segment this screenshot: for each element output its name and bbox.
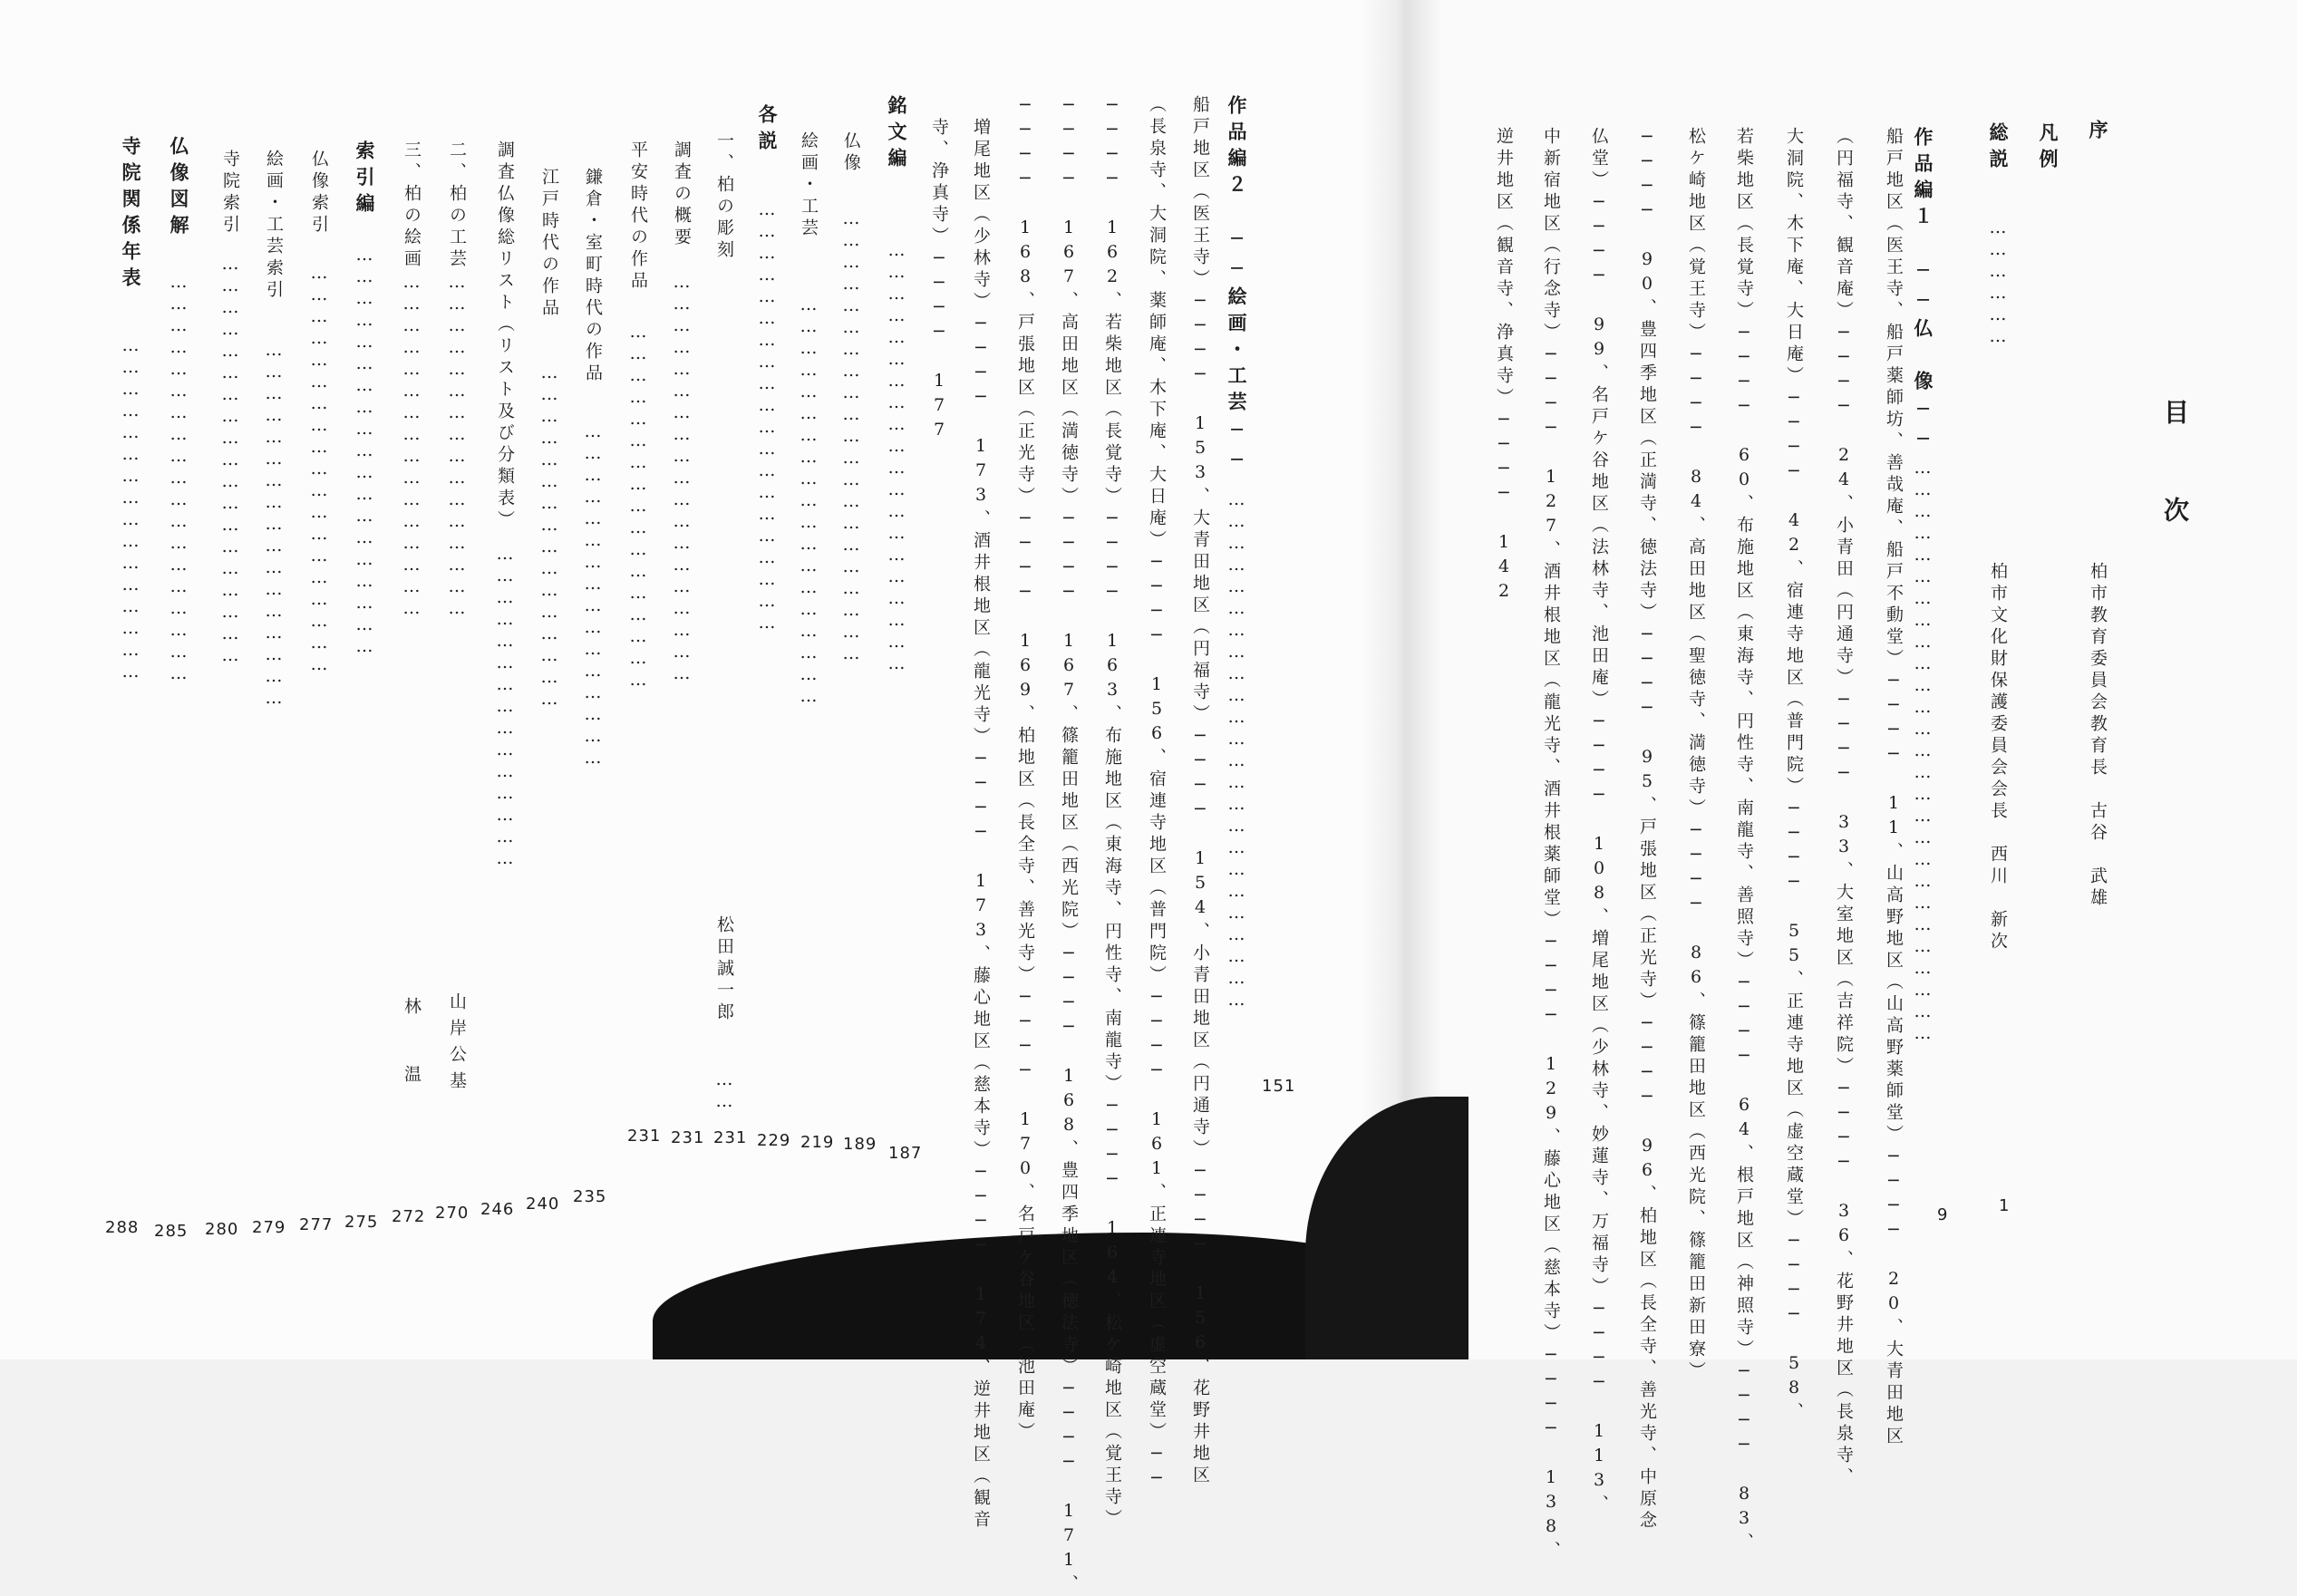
works1-line-7: 仏堂）──── 99、名戸ケ谷地区（法林寺、池田庵）──── 108、増尾地区（少林寺、妙蓮寺、万福寺）──── 113、 [1589,127,1609,1516]
crafts-page: 270 [435,1204,470,1223]
survey-page: 231 [671,1128,705,1147]
paintings-leader: ………………………………………… [402,272,422,620]
paint-index-leader: …………………………………………… [264,340,284,710]
works1-line-6: ──── 90、豊四季地区（正満寺、徳法寺）──── 95、戸張地区（正光寺）──── 96、柏地区（長全寺、善光寺、中原念 [1637,127,1657,1533]
crafts-label: 二、柏の工芸 [447,140,467,271]
edo-label: 江戸時代の作品 [539,168,559,320]
conventions-label: 凡例 [2037,122,2060,175]
temple-index-label: 寺院索引 [220,150,240,237]
works2-line-5: ──── 168、戸張地区（正光寺）──── 169、柏地区（長全寺、善光寺）──── 170、名戸ケ谷地区（池田庵） [1015,95,1035,1444]
sculpture-page: 231 [713,1128,748,1147]
index-part-page: 275 [344,1213,379,1232]
index-part-label: 索引編 [354,140,376,219]
toc-title: 目次 [2160,399,2190,595]
kamakura-page: 235 [573,1187,607,1206]
paint-index-page: 279 [252,1218,286,1237]
works1-line-2: （円福寺、観音庵）──── 24、小青田（円通寺）──── 33、大室地区（吉祥院）──── 36、花野井地区（長泉寺、 [1834,127,1854,1489]
general-author: 柏市文化財保護委員会会長 西川 新次 [1988,562,2008,953]
illustrated-leader: ………………………………………………… [169,272,189,685]
paint-craft-label: 絵画・工芸 [799,131,819,240]
crafts-leader: ………………………………………… [447,272,467,620]
works1-line-1: 船戸地区（医王寺、船戸薬師坊、善哉庵、船戸不動堂）──── 11、山高野地区（山高野薬師堂）──── 20、大青田地区 [1884,127,1904,1448]
buddha-index-page: 277 [299,1215,334,1234]
survey-list-leader: ……………………………………… [495,544,515,870]
kamakura-leader: ………………………………………… [583,421,603,769]
works1-line-3: 大洞院、木下庵、大日庵）──── 42、宿連寺地区（普門院）──── 55、正連寺地区（虚空蔵堂）──── 58、 [1784,127,1804,1424]
buddha-index-leader: ………………………………………………… [309,263,329,676]
preface-label: 序 [2087,120,2109,146]
edo-leader: ………………………………………… [539,363,559,711]
works1-heading: 作品編１ ──仏 像── [1912,127,1934,457]
works2-line-4: ──── 167、高田地区（満徳寺）──── 167、篠籠田地区（西光院）──── 168、豊四季地区（徳法寺）──── 171、 [1059,95,1079,1596]
preface-author: 柏市教育委員会教育長 古谷 武雄 [2088,562,2108,910]
works2-line-1: 船戸地区（医王寺）──── 153、大青田地区（円福寺）──── 154、小青田地区（円通寺）──── 156、花野井地区 [1190,95,1210,1487]
works2-heading: 作品編２ ──絵画・工芸── [1226,95,1248,478]
buddha-label: 仏像 [841,131,861,175]
inscriptions-leader: …………………………………………………… [887,240,906,675]
illustrated-label: 仏像図解 [168,136,190,241]
paintings-label: 三、柏の絵画 [402,140,422,271]
descriptions-page: 229 [757,1131,791,1150]
general-label: 総説 [1987,122,2010,175]
illustrated-page: 285 [154,1222,189,1241]
works1-line-5: 松ケ崎地区（覚王寺）──── 84、高田地区（聖徳寺、満徳寺）──── 86、篠籠田地区（西光院、篠籠田新田寮） [1686,127,1706,1383]
descriptions-label: 各説 [756,104,779,157]
paintings-author: 林 温 [402,997,422,1088]
works1-page: 9 [1937,1205,1949,1224]
sculpture-label: 一、柏の彫刻 [714,131,734,262]
temple-index-leader: ………………………………………………… [220,254,240,667]
works1-leader: ……………………………………………………………………… [1913,458,1933,1045]
inscriptions-page: 187 [888,1144,923,1163]
survey-list-label: 調査仏像総リスト（リスト及び分類表） [495,140,515,532]
works2-line-6: 増尾地区（少林寺）──── 173、酒井根地区（龍光寺）──── 173、藤心地区（慈本寺）──── 174、逆井地区（観音 [971,118,991,1532]
crafts-author: 山岸公基 [447,992,467,1098]
temple-index-page: 280 [205,1220,239,1239]
heian-label: 平安時代の作品 [628,140,648,293]
edo-page: 240 [526,1195,560,1214]
works2-page: 151 [1262,1077,1296,1096]
works1-line-9: 逆井地区（観音寺、浄真寺）──── 142 [1494,127,1514,605]
sculpture-leader: …… [714,1069,734,1113]
kamakura-label: 鎌倉・室町時代の作品 [583,168,603,385]
chronology-label: 寺院関係年表 [120,136,142,294]
survey-leader: ………………………………………………… [672,272,692,685]
works1-line-8: 中新宿地区（行念寺）──── 127、酒井根地区（龍光寺、酒井根薬師堂）──── 129、藤心地区（慈本寺）──── 138、 [1541,127,1561,1562]
paint-craft-page: 219 [800,1133,835,1152]
buddha-page: 189 [843,1135,877,1154]
paintings-page: 272 [392,1207,426,1226]
buddha-leader: ……………………………………………………… [841,208,861,665]
descriptions-leader: …………………………………………………… [757,199,777,634]
sculpture-author: 松田誠一郎 [714,915,734,1024]
works2-line-2: （長泉寺、大洞院、薬師庵、木下庵、大日庵）──── 156、宿連寺地区（普門院）──── 161、正連寺地区（虚空蔵堂）── [1147,95,1167,1493]
heian-leader: …………………………………………… [628,322,648,692]
works2-line-7: 寺、浄真寺）──── 177 [929,118,949,444]
chronology-page: 288 [105,1218,140,1237]
paint-craft-leader: ………………………………………………… [799,295,819,708]
general-leader: ……………… [1988,218,2008,348]
heian-page: 231 [627,1127,662,1146]
works1-line-4: 若柴地区（長覚寺）──── 60、布施地区（東海寺、円性寺、南龍寺、善照寺）──── 64、根戸地区（神照寺）──── 83、 [1734,127,1754,1554]
survey-label: 調査の概要 [672,140,692,249]
buddha-index-label: 仏像索引 [309,150,329,237]
general-page: 1 [1999,1196,2011,1215]
chronology-leader: ………………………………………… [121,335,141,683]
inscriptions-label: 銘文編 [886,95,908,174]
works2-line-3: ──── 162、若柴地区（長覚寺）──── 163、布施地区（東海寺、円性寺、南龍寺）──── 164、松ケ崎地区（覚王寺） [1102,95,1122,1531]
index-part-leader: ………………………………………………… [354,245,374,658]
paint-index-label: 絵画・工芸索引 [264,150,284,302]
survey-list-page: 246 [480,1200,515,1219]
works2-leader: ……………………………………………………………… [1226,489,1246,1011]
